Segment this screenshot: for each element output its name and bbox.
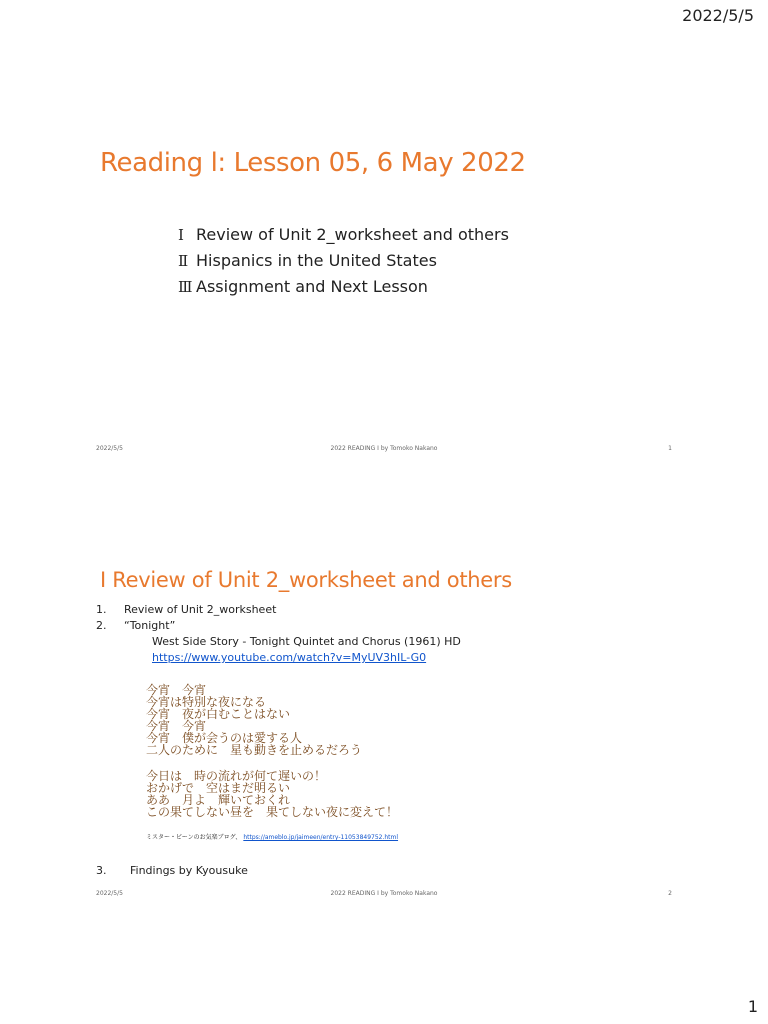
footer-slide-number: 2	[668, 890, 672, 897]
list-text: Review of Unit 2_worksheet	[124, 603, 277, 616]
lyric-line: ああ 月よ 輝いておくれ	[146, 793, 291, 807]
agenda-list	[178, 222, 509, 300]
lyric-line: この果てしない昼を 果てしない夜に変えて！	[146, 805, 399, 819]
list-number: 2.	[96, 619, 107, 632]
roman-numeral: Ⅰ	[178, 226, 184, 244]
lyric-line: 今宵 今宵	[146, 683, 207, 697]
agenda-item-2	[178, 248, 509, 274]
lyric-line: 今宵 僕が会うのは愛する人	[146, 731, 303, 745]
slide-2-content	[96, 602, 461, 879]
page-number: 1	[747, 997, 758, 1016]
roman-numeral: Ⅱ	[178, 252, 189, 270]
list-item	[96, 602, 461, 618]
agenda-item-1	[178, 222, 509, 248]
list-text: Findings by Kyousuke	[130, 864, 248, 877]
footer-author: 2022 READING I by Tomoko Nakano	[330, 890, 438, 897]
lyric-line: おかげで 空はまだ明るい	[146, 781, 291, 795]
lyrics-stanza-2	[146, 770, 461, 818]
footer-date: 2022/5/5	[96, 445, 123, 452]
video-title: West Side Story - Tonight Quintet and Chorus (1961) HD	[152, 635, 461, 648]
blog-label: ミスター・ビーンのお気楽ブログ、	[146, 834, 242, 841]
footer-author: 2022 READING I by Tomoko Nakano	[330, 445, 438, 452]
list-number: 3.	[96, 864, 107, 877]
slide-2-title: Ⅰ Review of Unit 2_worksheet and others	[100, 568, 512, 592]
youtube-link[interactable]: https://www.youtube.com/watch?v=MyUV3hIL-G0	[152, 651, 427, 664]
page-date: 2022/5/5	[682, 6, 754, 25]
blog-link[interactable]: https://ameblo.jp/jaimeen/entry-11053849752.html	[243, 834, 399, 841]
blog-credit	[96, 832, 461, 841]
list-item	[96, 863, 461, 879]
slide-2	[86, 540, 686, 900]
slide-1	[86, 110, 686, 460]
lyrics-stanza-1	[146, 684, 461, 756]
lyric-line: 今宵は特別な夜になる	[146, 695, 267, 709]
list-text: “Tonight”	[124, 619, 176, 632]
list-item	[96, 618, 461, 634]
slide-1-title: Reading l: Lesson 05, 6 May 2022	[100, 148, 526, 178]
lyric-line: 二人のために 星も動きを止めるだろう	[146, 743, 363, 757]
footer-slide-number: 1	[668, 445, 672, 452]
lyric-line: 今宵 今宵	[146, 719, 207, 733]
lyrics-block	[96, 684, 461, 818]
list-number: 1.	[96, 603, 107, 616]
agenda-item-text: Hispanics in the United States	[196, 251, 437, 270]
agenda-item-text: Assignment and Next Lesson	[196, 277, 428, 296]
lyric-line: 今宵 夜が白むことはない	[146, 707, 291, 721]
agenda-item-text: Review of Unit 2_worksheet and others	[196, 225, 509, 244]
lyric-line: 今日は 時の流れが何て遅いの！	[146, 769, 327, 783]
roman-numeral: Ⅲ	[178, 278, 193, 296]
footer-date: 2022/5/5	[96, 890, 123, 897]
agenda-item-3	[178, 274, 509, 300]
